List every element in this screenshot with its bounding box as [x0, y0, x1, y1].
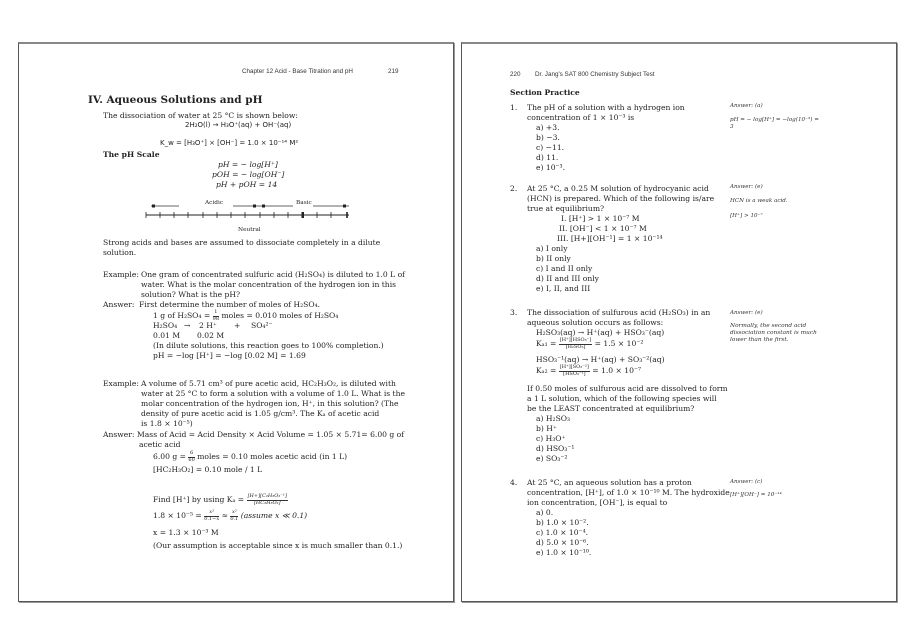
q1-choice-b[interactable]: b) −3.	[536, 133, 560, 142]
answer1-ph: pH = −log [H⁺] = −log [0.02 M] = 1.69	[153, 351, 306, 360]
example2-label: Example:	[103, 379, 139, 388]
chapter-header: Chapter 12 Acid - Base Titration and pH	[242, 68, 353, 75]
answer1-rxn-3: +	[234, 321, 241, 330]
q3-choice-d[interactable]: d) HSO₃⁻¹	[536, 444, 575, 453]
numerator: [H⁺][SO₃⁻²]	[559, 364, 589, 370]
answer2-step1	[153, 451, 347, 463]
ka2-value: = 1.0 × 10⁻⁷	[592, 366, 642, 375]
q3-choice-c[interactable]: c) H₃O⁺	[536, 434, 566, 443]
q2-statement-3: III. [H+][OH⁻¹] = 1 × 10⁻¹⁴	[557, 234, 663, 243]
answer2-step5: x = 1.3 × 10⁻³ M	[153, 528, 219, 537]
q4-choice-d[interactable]: d) 5.0 × 10⁻⁶.	[536, 538, 589, 547]
q2-number: 2.	[510, 184, 518, 193]
q2-statement-2: II. [OH⁻] < 1 × 10⁻⁷ M	[559, 224, 647, 233]
ka-fraction	[247, 494, 288, 506]
basic-label: Basic	[296, 200, 312, 206]
ka2-fraction	[559, 365, 590, 377]
q2-choice-b[interactable]: b) II only	[536, 254, 571, 263]
answer1-conc-0: 0.01 M	[153, 331, 181, 340]
strong-acid-note: Strong acids and bases are assumed to dissociate completely in a dilute	[103, 238, 381, 247]
q3-answer: Answer: (e)	[730, 310, 763, 316]
example1-label: Example:	[103, 270, 139, 279]
fraction	[204, 510, 219, 522]
kw-equation: K_w = [H₃O⁺] × [OH⁻] = 1.0 × 10⁻¹⁴ M²	[160, 139, 299, 147]
answer2-step3	[153, 494, 288, 506]
section-title: IV. Aqueous Solutions and pH	[88, 94, 263, 106]
example1-line: One gram of concentrated sulfuric acid (H₂SO₄) is diluted to 1.0 L of	[141, 270, 405, 279]
q1-line: concentration of 1 × 10⁻³ is	[527, 113, 635, 122]
q2-explanation: HCN is a weak acid.	[730, 198, 788, 204]
q4-line: concentration, [H⁺], of 1.0 × 10⁻¹⁰ M. The hydroxide	[527, 488, 730, 497]
example2-line: density of pure acetic acid is 1.05 g/cm³. The Kₐ of acetic acid	[141, 409, 380, 418]
q3-number: 3.	[510, 308, 518, 317]
q2-choice-e[interactable]: e) I, II, and III	[536, 284, 591, 293]
q4-choice-e[interactable]: e) 1.0 × 10⁻¹⁰.	[536, 548, 592, 557]
water-equation: 2H₂O(l) → H₃O⁺(aq) + OH⁻(aq)	[185, 121, 292, 129]
answer2-step6: (Our assumption is acceptable since x is much smaller than 0.1.)	[153, 541, 403, 550]
q3-line: The dissociation of sulfurous acid (H₂SO₃) in an	[527, 308, 711, 317]
q1-explanation: pH = − log[H⁺] = −log(10⁻³) = 3	[730, 117, 819, 130]
ph-equation: pH = − log[H⁺]	[218, 160, 278, 169]
ph-scale-title: The pH Scale	[103, 150, 160, 159]
page-number: 220	[510, 71, 521, 78]
ph-scale-diagram	[143, 202, 353, 234]
step4-text: 1.8 × 10⁻⁵ =	[153, 511, 202, 520]
neutral-label: Neutral	[238, 227, 261, 233]
q4-number: 4.	[510, 478, 518, 487]
q3-explanation: Normally, the second acid dissociation constant is much lower than the first.	[730, 323, 817, 343]
ka2-label: Kₐ₂ =	[536, 366, 557, 375]
q4-choice-b[interactable]: b) 1.0 × 10⁻².	[536, 518, 589, 527]
numerator: [H+][C₂H₃O₂⁻¹]	[247, 493, 287, 499]
q2-statement-1: I. [H⁺] > 1 × 10⁻⁷ M	[561, 214, 640, 223]
numerator: 1	[214, 309, 218, 315]
example1-line: solution? What is the pH?	[141, 290, 241, 299]
answer2-label: Answer:	[103, 430, 135, 439]
example2-line: A volume of 5.71 cm³ of pure acetic acid, HC₂H₃O₂, is diluted with	[141, 379, 396, 388]
numerator: [H⁺][HSO₃⁻]	[559, 337, 592, 343]
answer1-note: (In dilute solutions, this reaction goes to 100% completion.)	[153, 341, 384, 350]
answer2-line: acetic acid	[139, 440, 181, 449]
q3-ka2	[536, 365, 641, 377]
q1-number: 1.	[510, 103, 518, 112]
answer2-line: Mass of Acid = Acid Density × Acid Volume = 1.05 × 5.71= 6.00 g of	[137, 430, 405, 439]
example1-line: water. What is the molar concentration of the hydrogen ion in this	[141, 280, 397, 289]
book-header: Dr. Jang's SAT 800 Chemistry Subject Test	[535, 71, 655, 78]
q2-answer: Answer: (e)	[730, 184, 763, 190]
q3-line: If 0.50 moles of sulfurous acid are dissolved to form	[527, 384, 728, 393]
answer1-step1	[153, 310, 338, 322]
step1-text-b: moles = 0.10 moles acetic acid (in 1 L)	[197, 452, 348, 461]
answer1-rxn-1: →	[184, 321, 191, 330]
step1-text: 6.00 g =	[153, 452, 186, 461]
answer1-label: Answer:	[103, 300, 135, 309]
example2-line: water at 25 °C to form a solution with a volume of 1.0 L. What is the	[141, 389, 405, 398]
page-number: 219	[388, 68, 399, 75]
q3-rxn1: H₂SO₃(aq) → H⁺(aq) + HSO₃⁻(aq)	[536, 328, 665, 337]
step1-text-b: moles = 0.010 moles of H₂SO₄	[221, 311, 339, 320]
denominator: 0.1	[230, 515, 239, 522]
q2-choice-a[interactable]: a) I only	[536, 244, 568, 253]
numerator: 6	[189, 450, 194, 456]
intro-text: The dissociation of water at 25 °C is shown below:	[103, 111, 298, 120]
denominator: [H₂SO₃]	[565, 343, 586, 350]
denominator: 98	[212, 315, 220, 322]
q3-line: aqueous solution occurs as follows:	[527, 318, 664, 327]
denominator: 60	[188, 456, 195, 463]
q3-choice-b[interactable]: b) H⁺	[536, 424, 557, 433]
q2-choice-d[interactable]: d) II and III only	[536, 274, 599, 283]
step3-text: Find [H⁺] by using Kₐ =	[153, 495, 245, 504]
sum-equation: pH + pOH = 14	[216, 180, 278, 189]
q2-explanation-2: [H⁺] > 10⁻⁷	[730, 213, 763, 219]
ka1-value: = 1.5 × 10⁻²	[594, 339, 644, 348]
q4-line: ion concentration, [OH⁻], is equal to	[527, 498, 668, 507]
q2-line: (HCN) is prepared. Which of the following is/are	[527, 194, 715, 203]
q3-choice-a[interactable]: a) H₂SO₃	[536, 414, 571, 423]
q3-choice-e[interactable]: e) SO₃⁻²	[536, 454, 568, 463]
numerator: x²	[204, 510, 219, 517]
q1-choice-e[interactable]: e) 10⁻³.	[536, 163, 565, 172]
section-practice-title: Section Practice	[510, 88, 580, 97]
answer1-rxn-4: SO₄²⁻	[251, 321, 273, 330]
answer1-conc-1: 0.02 M	[197, 331, 225, 340]
numerator: x²	[231, 509, 237, 515]
answer1-first: First determine the number of moles of H₂SO₄.	[139, 300, 321, 309]
q1-choice-a[interactable]: a) +3.	[536, 123, 560, 132]
q4-explanation: [H⁺][OH⁻] = 10⁻¹⁴	[730, 492, 782, 498]
poh-equation: pOH = − log[OH⁻]	[212, 170, 285, 179]
q4-line: At 25 °C, an aqueous solution has a proton	[527, 478, 692, 487]
q1-choice-d[interactable]: d) 11.	[536, 153, 559, 162]
q2-line: true at equilibrium?	[527, 204, 605, 213]
q1-choice-c[interactable]: c) −11.	[536, 143, 565, 152]
denominator: [HC₂H₃O₂]	[253, 499, 281, 506]
strong-acid-note-cont: solution.	[103, 248, 137, 257]
ka1-label: Kₐ₁ =	[536, 339, 557, 348]
denominator: [HSO₃⁻¹]	[563, 370, 586, 377]
q4-choice-a[interactable]: a) 0.	[536, 508, 554, 517]
ka1-fraction	[559, 338, 592, 350]
q3-line: be the LEAST concentrated at equilibrium?	[527, 404, 695, 413]
fraction	[188, 451, 194, 463]
q4-answer: Answer: (c)	[730, 479, 763, 485]
denominator: 0.1−x	[204, 515, 220, 522]
fraction	[230, 510, 238, 522]
q3-rxn2: HSO₃⁻¹(aq) → H⁺(aq) + SO₃⁻²(aq)	[536, 355, 665, 364]
q3-ka1	[536, 338, 643, 350]
q1-line: The pH of a solution with a hydrogen ion	[527, 103, 685, 112]
q1-answer: Answer: (a)	[730, 103, 763, 109]
q2-line: At 25 °C, a 0.25 M solution of hydrocyanic acid	[527, 184, 709, 193]
step1-text: 1 g of H₂SO₄ =	[153, 311, 211, 320]
q3-line: a 1 L solution, which of the following species will	[527, 394, 717, 403]
q2-choice-c[interactable]: c) I and II only	[536, 264, 593, 273]
approx-sign: ≈	[221, 511, 228, 520]
example2-line: molar concentration of the hydrogen ion, H⁺, in this solution? (The	[141, 399, 399, 408]
answer1-rxn-0: H₂SO₄	[153, 321, 178, 330]
q4-choice-c[interactable]: c) 1.0 × 10⁻⁴.	[536, 528, 589, 537]
assumption-text: (assume x ≪ 0.1)	[240, 511, 308, 520]
answer1-rxn-2: 2 H⁺	[199, 321, 217, 330]
answer2-step2: [HC₂H₃O₂] = 0.10 mole / 1 L	[153, 465, 263, 474]
acidic-label: Acidic	[205, 200, 224, 206]
example2-line: is 1.8 × 10⁻⁵)	[141, 419, 193, 428]
answer2-step4	[153, 510, 307, 522]
